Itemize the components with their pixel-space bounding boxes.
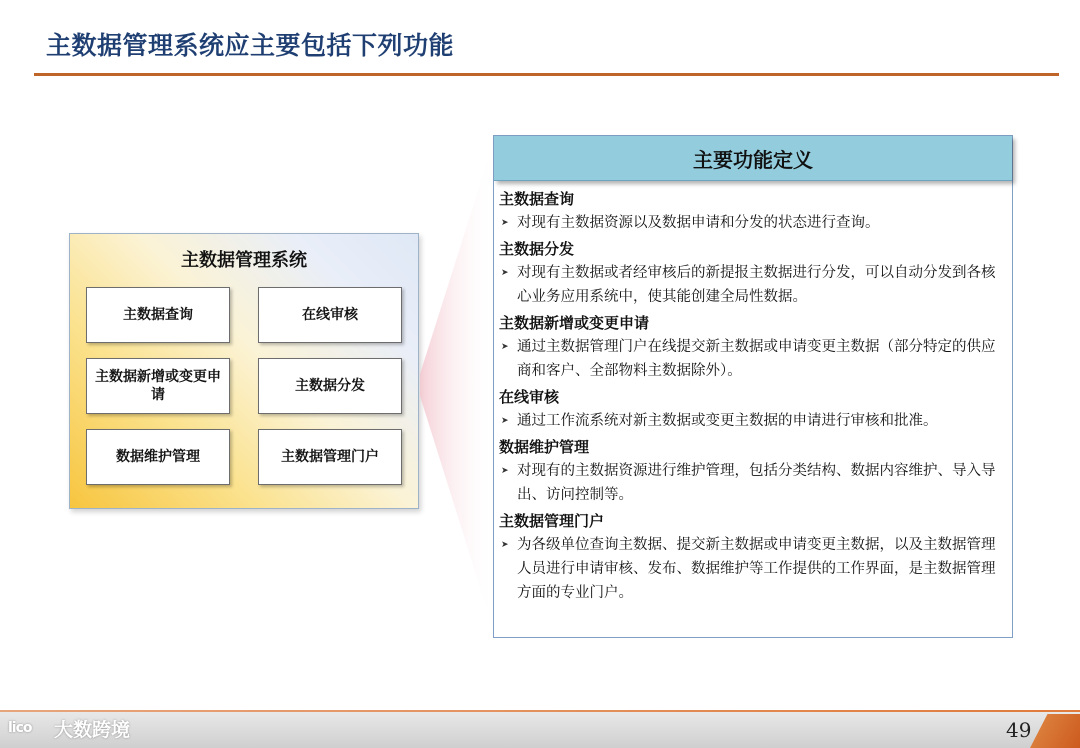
definition-heading: 主数据分发 xyxy=(499,240,575,258)
definition-item xyxy=(499,211,1005,235)
definition-heading: 主数据查询 xyxy=(499,190,575,208)
definition-text: 对现有的主数据资源进行维护管理，包括分类结构、数据内容维护、导入导出、访问控制等。 xyxy=(517,463,996,503)
arrow-bullet-icon: ➤ xyxy=(501,342,509,352)
definition-heading: 数据维护管理 xyxy=(499,438,590,456)
definition-item xyxy=(499,459,1005,507)
title-divider xyxy=(34,73,1059,76)
arrow-bullet-icon: ➤ xyxy=(501,268,509,278)
definition-item xyxy=(499,409,1005,433)
definition-heading: 主数据管理门户 xyxy=(499,512,605,530)
module-online-review: 在线审核 xyxy=(258,287,402,343)
definition-text: 对现有主数据或者经审核后的新提报主数据进行分发，可以自动分发到各核心业务应用系统中，使其能创建全局性数据。 xyxy=(517,265,996,305)
definition-heading: 主数据新增或变更申请 xyxy=(499,314,650,332)
module-master-data-portal: 主数据管理门户 xyxy=(258,429,402,485)
watermark-logo-icon: lico xyxy=(8,720,32,736)
system-panel-title: 主数据管理系统 xyxy=(181,250,307,271)
page-number: 49 xyxy=(1006,718,1032,742)
definition-heading: 在线审核 xyxy=(499,388,560,406)
definition-item xyxy=(499,261,1005,309)
arrow-bullet-icon: ➤ xyxy=(501,416,509,426)
definition-panel xyxy=(493,135,1013,638)
system-panel xyxy=(69,233,419,509)
watermark-text: 大数跨境 xyxy=(54,718,131,741)
definition-list xyxy=(499,188,1005,608)
definition-text: 为各级单位查询主数据、提交新主数据或申请变更主数据，以及主数据管理人员进行申请审核、发布、数据维护等工作提供的工作界面，是主数据管理方面的专业门户。 xyxy=(517,537,996,601)
connector-beam xyxy=(420,134,496,638)
definition-item xyxy=(499,335,1005,383)
module-master-data-query: 主数据查询 xyxy=(86,287,230,343)
watermark xyxy=(8,713,130,743)
module-master-data-distribution: 主数据分发 xyxy=(258,358,402,414)
arrow-bullet-icon: ➤ xyxy=(501,466,509,476)
footer-band xyxy=(0,712,1080,748)
definition-text: 通过主数据管理门户在线提交新主数据或申请变更主数据（部分特定的供应商和客户、全部物料主数据除外）。 xyxy=(517,339,996,379)
definition-text: 对现有主数据资源以及数据申请和分发的状态进行查询。 xyxy=(517,215,880,231)
definition-text: 通过工作流系统对新主数据或变更主数据的申请进行审核和批准。 xyxy=(517,413,938,429)
definition-header: 主要功能定义 xyxy=(494,136,1012,181)
arrow-bullet-icon: ➤ xyxy=(501,218,509,228)
arrow-bullet-icon: ➤ xyxy=(501,540,509,550)
module-data-maintenance: 数据维护管理 xyxy=(86,429,230,485)
definition-item xyxy=(499,533,1005,605)
module-add-change-request: 主数据新增或变更申请 xyxy=(86,358,230,414)
page-title: 主数据管理系统应主要包括下列功能 xyxy=(46,31,455,60)
